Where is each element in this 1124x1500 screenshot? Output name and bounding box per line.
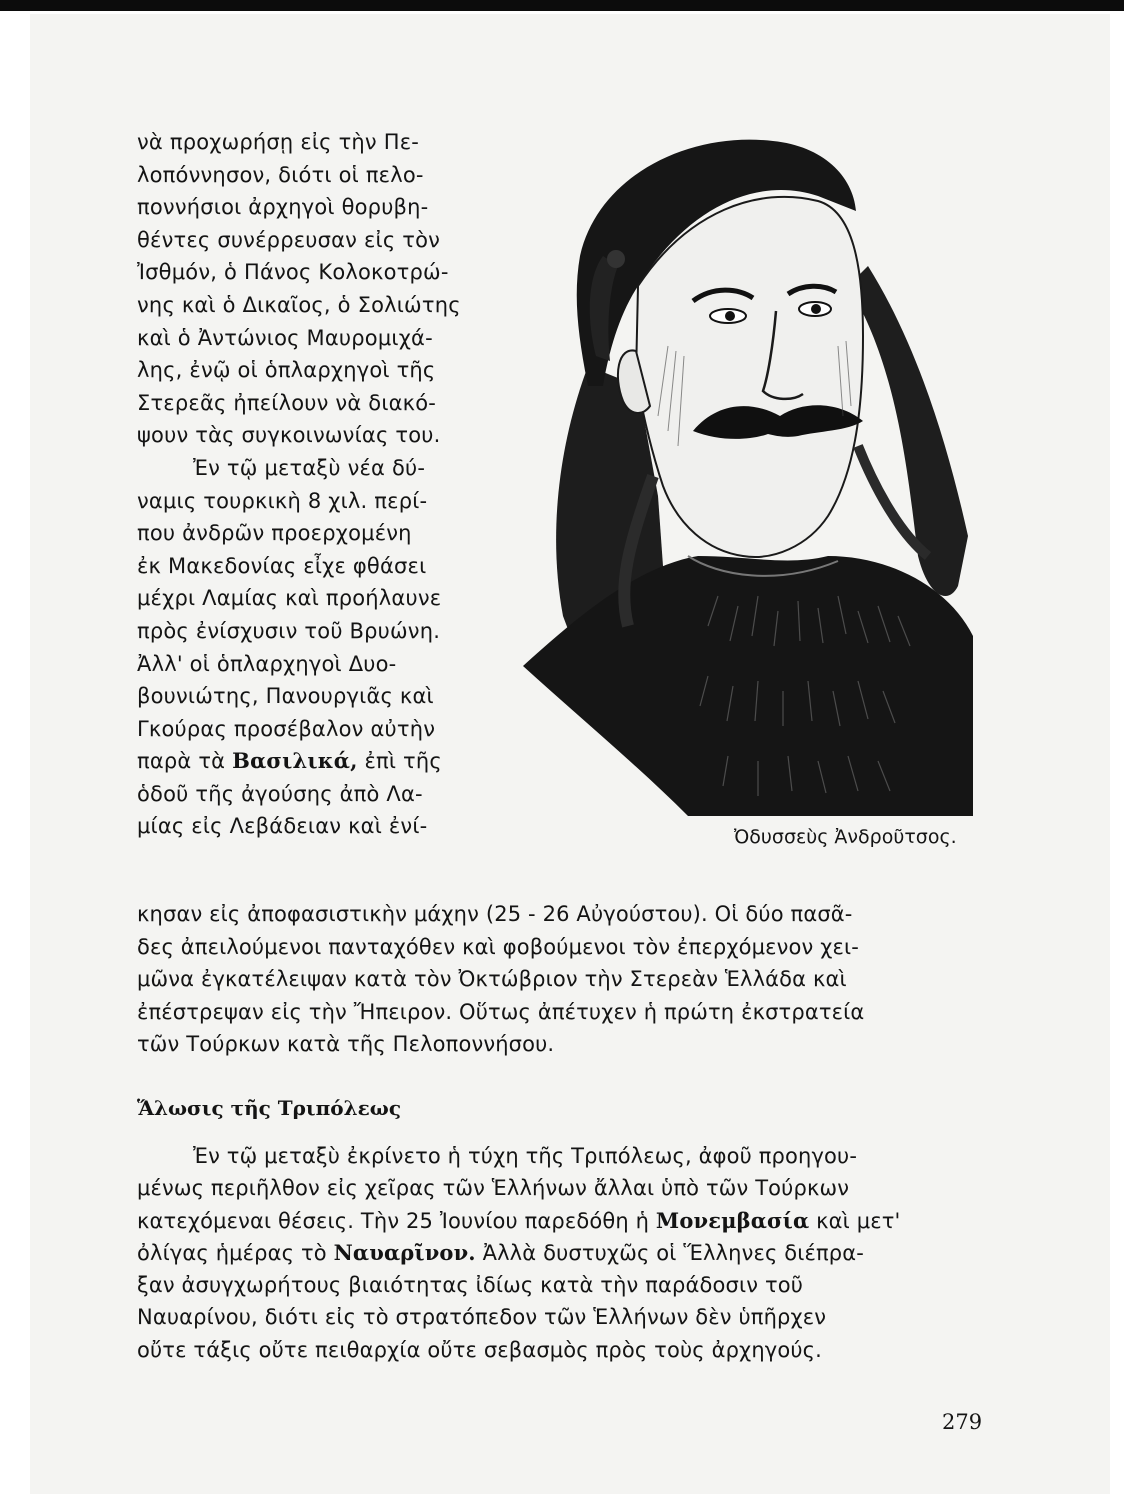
text-line: οὔτε τάξις οὔτε πειθαρχία οὔτε σεβασμὸς πρὸς τοὺς ἀρχηγούς. <box>137 1337 822 1362</box>
text-line <box>137 1205 992 1237</box>
section-heading: Ἅλωσις τῆς Τριπόλεως <box>137 1096 401 1120</box>
bold-place-name: Βασιλικά, <box>232 748 358 774</box>
text-line: μίας εἰς Λεβάδειαν καὶ ἐνί- <box>137 814 428 839</box>
text-line: Ἰσθμόν, ὁ Πάνος Κολοκοτρώ- <box>137 260 449 285</box>
page-number: 279 <box>942 1410 983 1434</box>
text-line: Ναυαρίνου, διότι εἰς τὸ στρατόπεδον τῶν Ἑλλήνων δὲν ὑπῆρχεν <box>137 1305 827 1330</box>
text-line: ποννήσιοι ἀρχηγοὶ θορυβη- <box>137 195 429 220</box>
text-line: δες ἀπειλούμενοι πανταχόθεν καὶ φοβούμενοι τὸν ἐπερχόμενον χει- <box>137 934 859 959</box>
text-run: κατεχόμεναι θέσεις. Τὴν 25 Ἰουνίου παρεδόθη ἡ <box>137 1208 650 1233</box>
text-line: ἐπέστρεψαν εἰς τὴν Ἤπειρον. Οὕτως ἀπέτυχεν ἡ πρώτη ἐκστρατεία <box>137 999 865 1024</box>
scan-top-edge <box>0 0 1124 11</box>
text-run: ὀλίγας ἡμέρας τὸ <box>137 1240 327 1265</box>
text-line: ὁδοῦ τῆς ἀγούσης ἀπὸ Λα- <box>137 781 423 806</box>
text-line: Ἐν τῷ μεταξὺ ἐκρίνετο ἡ τύχη τῆς Τριπόλεως, ἀφοῦ προηγου- <box>193 1144 858 1168</box>
text-line: Γκούρας προσέβαλον αὐτὴν <box>137 716 436 741</box>
text-line: μέχρι Λαμίας καὶ προήλαυνε <box>137 586 442 611</box>
text-line: νὰ προχωρήσῃ εἰς τὴν Πε- <box>137 130 420 154</box>
text-line: που ἀνδρῶν προερχομένη <box>137 521 412 546</box>
text-line: μένως περιῆλθον εἰς χεῖρας τῶν Ἑλλήνων ἄλλαι ὑπὸ τῶν Τούρκων <box>137 1176 850 1201</box>
bold-place-name: Ναυαρῖνον. <box>333 1239 476 1265</box>
text-line: λοπόννησον, διότι οἱ πελο- <box>137 162 424 187</box>
text-line: θέντες συνέρρευσαν εἰς τὸν <box>137 227 441 252</box>
text-line: ναμις τουρκικὴ 8 χιλ. περί- <box>137 488 428 513</box>
text-line: νης καὶ ὁ Δικαῖος, ὁ Σολιώτης <box>137 292 461 317</box>
text-line: Στερεᾶς ἠπείλουν νὰ διακό- <box>137 390 437 415</box>
bold-place-name: Μονεμβασία <box>655 1207 810 1233</box>
column-text <box>137 126 497 843</box>
text-line: μῶνα ἐγκατέλειψαν κατὰ τὸν Ὀκτώβριον τὴν Στερεὰν Ἑλλάδα καὶ <box>137 967 847 992</box>
text-line: Ἐν τῷ μεταξὺ νέα δύ- <box>193 455 426 480</box>
text-line: πρὸς ἐνίσχυσιν τοῦ Βρυώνη. <box>137 618 441 643</box>
text-line: λης, ἐνῷ οἱ ὁπλαρχηγοὶ τῆς <box>137 358 436 383</box>
text-line: βουνιώτης, Πανουργιᾶς καὶ <box>137 684 434 709</box>
text-run: παρὰ τὰ <box>137 749 226 774</box>
text-line: τῶν Τούρκων κατὰ τῆς Πελοποννήσου. <box>137 1032 555 1057</box>
paragraph-continuation <box>137 898 992 1061</box>
text-line <box>137 745 497 778</box>
text-line: ψουν τὰς συγκοινωνίας του. <box>137 423 441 448</box>
section-paragraph <box>137 1140 992 1366</box>
portrait-caption: Ὀδυσσεὺς Ἀνδροῦτσος. <box>734 826 957 848</box>
text-line: ἐκ Μακεδονίας εἶχε φθάσει <box>137 553 427 578</box>
text-line: κησαν εἰς ἀποφασιστικὴν μάχην (25 - 26 Αὐγούστου). Οἱ δύο πασᾶ- <box>137 902 853 926</box>
text-line: Ἀλλ' οἱ ὁπλαρχηγοὶ Δυο- <box>137 651 397 676</box>
text-line: ξαν ἀσυγχωρήτους βιαιότητας ἰδίως κατὰ τὴν παράδοσιν τοῦ <box>137 1273 804 1298</box>
portrait-engraving <box>518 116 980 818</box>
text-line: καὶ ὁ Ἀντώνιος Μαυρομιχά- <box>137 325 433 350</box>
text-run: ἐπὶ τῆς <box>364 749 442 774</box>
text-run: καὶ μετ' <box>816 1208 901 1233</box>
text-run: Ἀλλὰ δυστυχῶς οἱ Ἕλληνες διέπρα- <box>482 1240 865 1265</box>
text-line <box>137 1237 992 1269</box>
